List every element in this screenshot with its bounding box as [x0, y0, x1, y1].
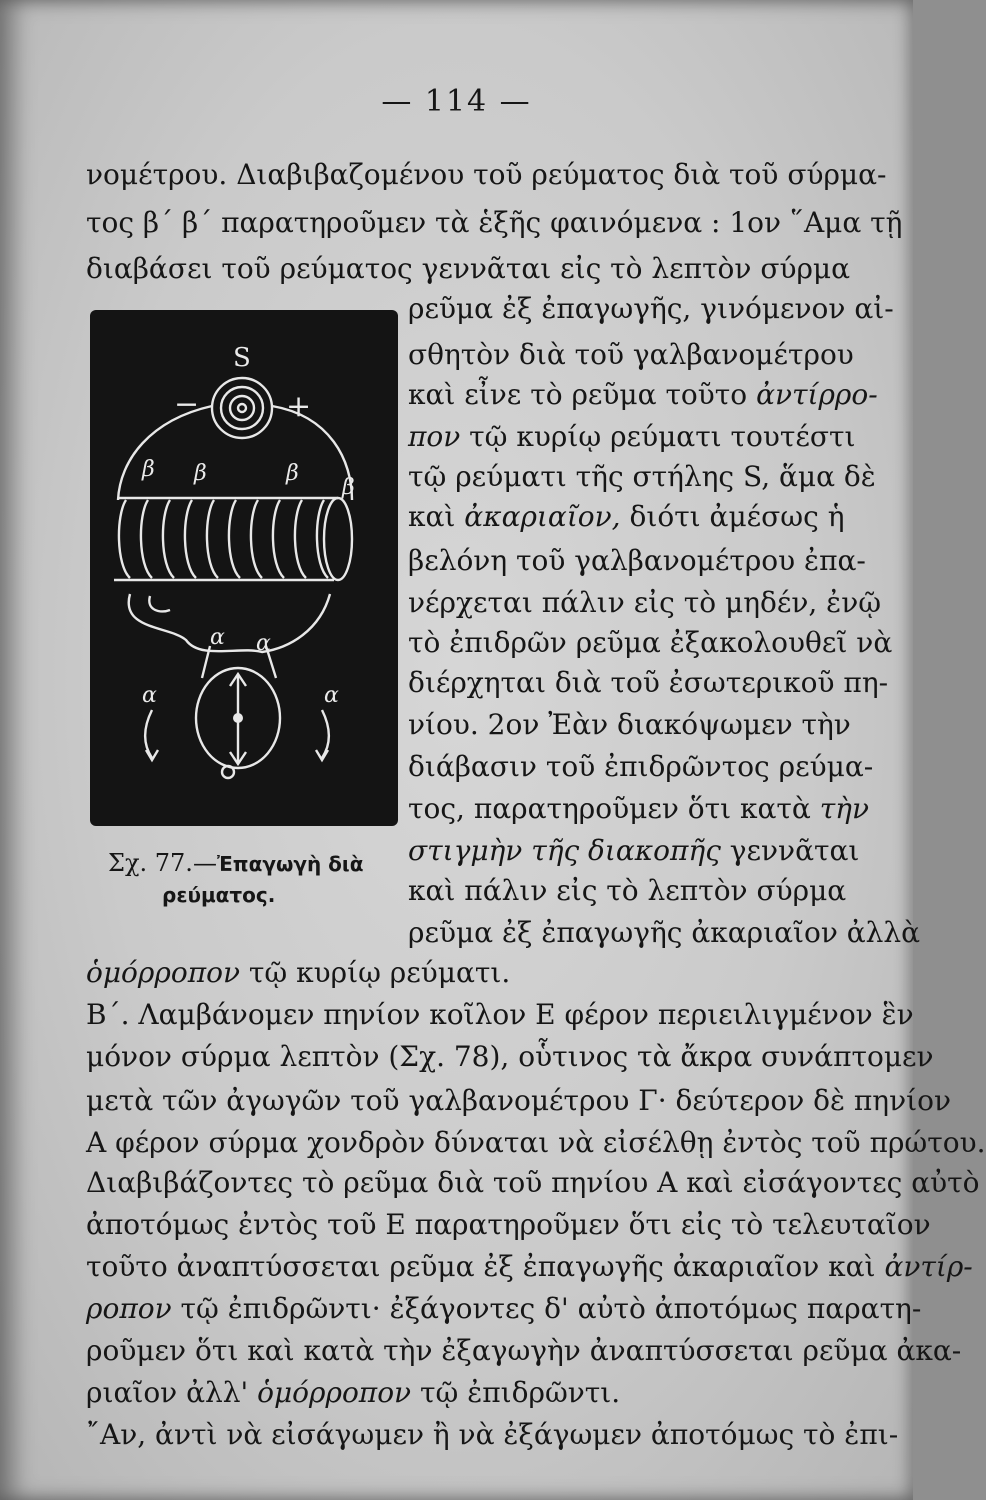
- italic-term: ἀντίρ-: [884, 1250, 973, 1283]
- text-line: διάβασιν τοῦ ἐπιδρῶντος ρεύμα-: [408, 750, 874, 783]
- text-line: στιγμὴν τῆς διακοπῆς γεννᾶται: [408, 834, 860, 867]
- induction-figure: [90, 310, 398, 826]
- current-arrow: [316, 750, 328, 760]
- text-line: διαβάσει τοῦ ρεύματος γεννᾶται εἰς τὸ λεπτὸν σύρμα: [86, 252, 851, 285]
- induction-diagram: [90, 310, 398, 826]
- wire-label: β: [286, 461, 299, 486]
- text-line: βελόνη τοῦ γαλβανομέτρου ἐπα-: [408, 544, 866, 577]
- text-line: ροπον τῷ ἐπιδρῶντι· ἐξάγοντες δ' αὐτὸ ἀποτόμως παρατη-: [86, 1292, 922, 1325]
- text-line: νέρχεται πάλιν εἰς τὸ μηδέν, ἐνῷ: [408, 586, 882, 619]
- secondary-wire: [129, 594, 330, 652]
- text-line: τος, παρατηροῦμεν ὅτι κατὰ τὴν: [408, 792, 869, 825]
- text-line: ῎Αν, ἀντὶ νὰ εἰσάγωμεν ἢ νὰ ἐξάγωμεν ἀποτόμως τὸ ἐπι-: [86, 1418, 899, 1451]
- text-line: νίου. 2ον Ἐὰν διακόψωμεν τὴν: [408, 708, 851, 741]
- text-line: Διαβιβάζοντες τὸ ρεῦμα διὰ τοῦ πηνίου A καὶ εἰσάγοντες αὐτὸ: [86, 1166, 980, 1199]
- coil-winding: [273, 500, 284, 578]
- coil-winding: [141, 500, 152, 578]
- battery-label: S: [233, 343, 251, 373]
- italic-term: ὁμόρροπον: [86, 956, 240, 989]
- text-line: σθητὸν διὰ τοῦ γαλβανομέτρου: [408, 338, 854, 371]
- italic-term: τὴν: [819, 792, 869, 825]
- battery-ring: [230, 396, 254, 420]
- text-line: ρεῦμα ἐξ ἐπαγωγῆς ἀκαριαῖον ἀλλὰ: [408, 916, 921, 949]
- italic-term: ὁμόρροπον: [257, 1376, 412, 1409]
- wire-label: β: [342, 475, 355, 500]
- text-line: ροῦμεν ὅτι καὶ κατὰ τὴν ἐξαγωγὴν ἀναπτύσσεται ρεῦμα ἀκα-: [86, 1334, 962, 1367]
- minus-label: −: [174, 387, 200, 422]
- italic-term: ἀκαριαῖον,: [464, 500, 621, 533]
- text-line: A φέρον σύρμα χονδρὸν δύναται νὰ εἰσέλθῃ ἐντὸς τοῦ πρώτου.: [86, 1126, 986, 1159]
- italic-term: στιγμὴν τῆς διακοπῆς: [408, 834, 721, 867]
- page-number: — 114 —: [381, 84, 532, 119]
- text-line: νομέτρου. Διαβιβαζομένου τοῦ ρεύματος διὰ τοῦ σύρμα-: [86, 158, 887, 191]
- battery-ring: [221, 387, 263, 429]
- caption-title-cont: ρεύματος.: [162, 883, 276, 907]
- figure-caption: [108, 848, 388, 910]
- italic-term: πον: [408, 420, 461, 453]
- text-line: ρεῦμα ἐξ ἐπαγωγῆς, γινόμενον αἰ-: [408, 292, 894, 325]
- text-line: καὶ ἀκαριαῖον, διότι ἀμέσως ἡ: [408, 500, 845, 533]
- caption-title: Ἐπαγωγὴ διὰ: [216, 852, 364, 876]
- needle-pivot: [233, 713, 243, 723]
- coil-winding: [163, 500, 174, 578]
- text-line: ὁμόρροπον τῷ κυρίῳ ρεύματι.: [86, 956, 511, 989]
- coil-winding: [185, 500, 196, 578]
- text-line: καὶ εἶνε τὸ ρεῦμα τοῦτο ἀντίρρο-: [408, 378, 878, 411]
- text-line: ριαῖον ἀλλ' ὁμόρροπον τῷ ἐπιδρῶντι.: [86, 1376, 621, 1409]
- italic-term: ἀντίρρο-: [756, 378, 878, 411]
- text-line: μετὰ τῶν ἀγωγῶν τοῦ γαλβανομέτρου Γ· δεύτερον δὲ πηνίον: [86, 1084, 951, 1117]
- coil-end: [324, 498, 352, 580]
- text-line: πον τῷ κυρίῳ ρεύματι τουτέστι: [408, 420, 856, 453]
- wire-label: α: [142, 683, 157, 708]
- wire-label: β: [142, 457, 155, 482]
- text-line: τὸ ἐπιδρῶν ρεῦμα ἐξακολουθεῖ νὰ: [408, 626, 893, 659]
- italic-term: ροπον: [86, 1292, 172, 1325]
- plus-label: +: [286, 389, 312, 424]
- text-line: τῷ ρεύματι τῆς στήλης S, ἅμα δὲ: [408, 460, 876, 493]
- secondary-wire: [149, 596, 170, 611]
- current-arrow: [146, 750, 158, 760]
- coil-winding: [295, 500, 306, 578]
- primary-wire: [272, 406, 352, 500]
- text-line: μόνον σύρμα λεπτὸν (Σχ. 78), οὗτινος τὰ ἄκρα συνάπτομεν: [86, 1040, 934, 1073]
- text-line: Β΄. Λαμβάνομεν πηνίον κοῖλον E φέρον περιειλιγμένον ἓν: [86, 998, 914, 1031]
- wire-label: β: [194, 461, 207, 486]
- text-line: ἀποτόμως ἐντὸς τοῦ E παρατηροῦμεν ὅτι εἰς τὸ τελευταῖον: [86, 1208, 931, 1241]
- wire-label: α: [324, 683, 339, 708]
- coil-winding: [251, 500, 262, 578]
- caption-number: Σχ. 77.—: [108, 849, 217, 877]
- battery-ring: [238, 404, 246, 412]
- wire-label: α: [210, 625, 225, 650]
- coil-winding: [229, 500, 240, 578]
- text-line: διέρχηται διὰ τοῦ ἐσωτερικοῦ πη-: [408, 666, 889, 699]
- coil-winding: [119, 500, 130, 578]
- text-line: τος β΄ β΄ παρατηροῦμεν τὰ ἑξῆς φαινόμενα : 1ον ῞Αμα τῇ: [86, 206, 903, 239]
- text-line: καὶ πάλιν εἰς τὸ λεπτὸν σύρμα: [408, 874, 847, 907]
- wire-label: α: [256, 631, 271, 656]
- coil-winding: [207, 500, 218, 578]
- text-line: τοῦτο ἀναπτύσσεται ρεῦμα ἐξ ἐπαγωγῆς ἀκαριαῖον καὶ ἀντίρ-: [86, 1250, 973, 1283]
